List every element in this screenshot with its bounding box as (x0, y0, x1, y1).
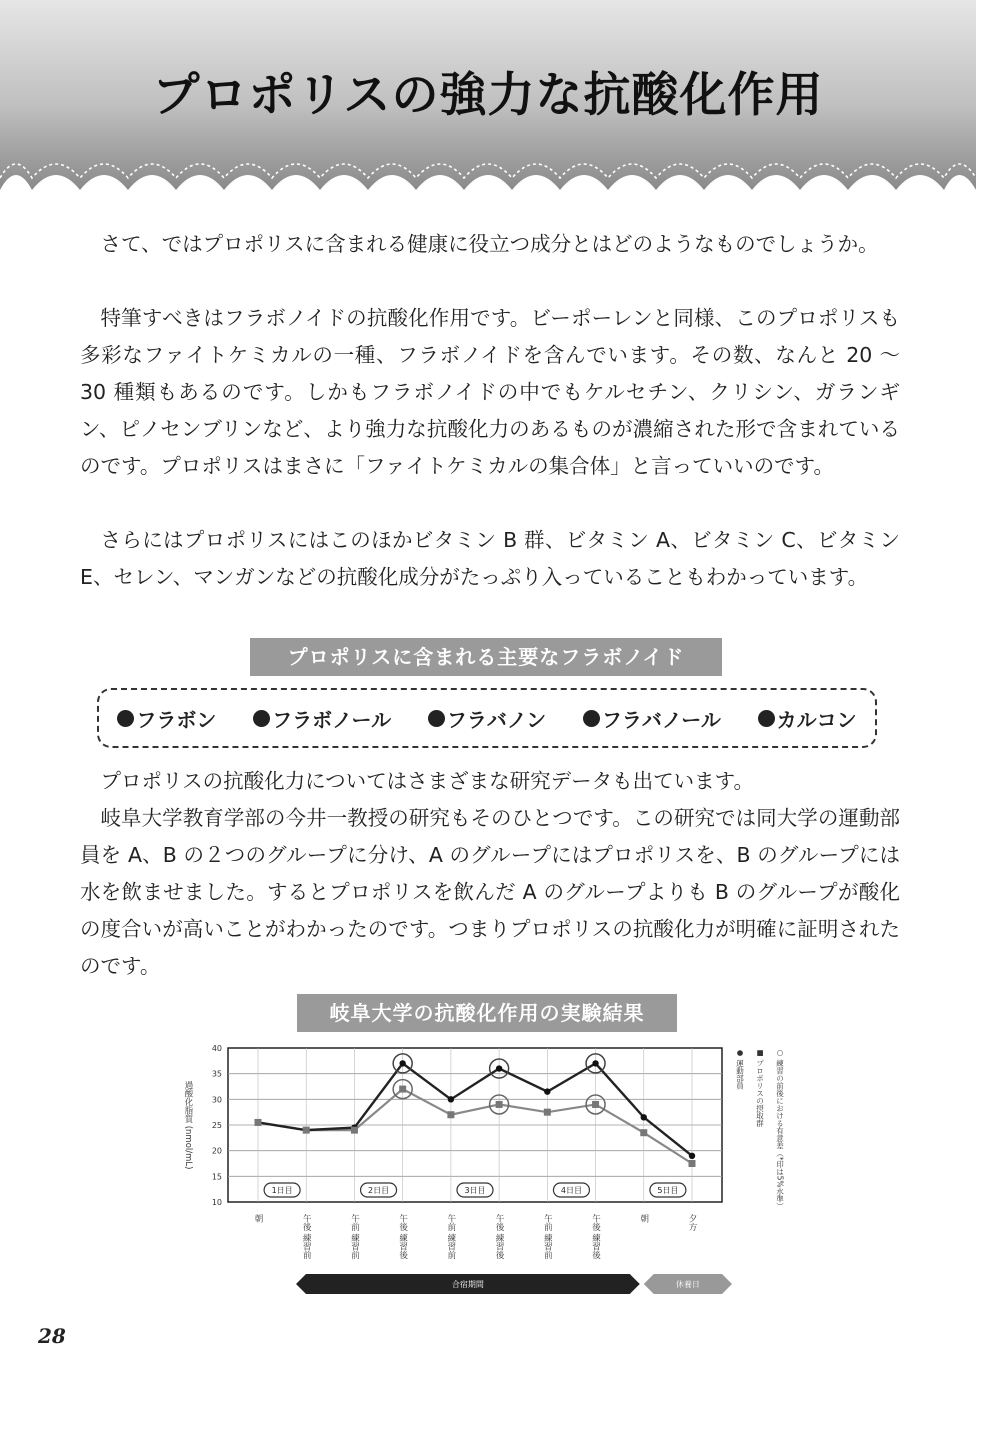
y-tick-label: 15 (211, 1172, 222, 1182)
x-tick-label: 朝 (253, 1214, 263, 1223)
paragraph-research: プロポリスの抗酸化力についてはさまざまな研究データも出ています。 (100, 769, 755, 793)
x-tick-label: 午後 練習後 (397, 1214, 408, 1260)
flavonoid-list (97, 688, 877, 748)
y-tick-label: 40 (211, 1044, 222, 1053)
x-tick-label: 夕方 (687, 1214, 697, 1231)
page-number: 28 (38, 1324, 66, 1348)
data-point-water (544, 1088, 550, 1094)
x-tick-label: 午前 練習前 (542, 1214, 553, 1260)
x-tick-label: 午前 練習前 (349, 1214, 360, 1260)
antioxidant-chart (160, 1032, 800, 1317)
paragraph-flavonoid: 特筆すべきはフラボノイドの抗酸化作用です。ビーポーレンと同様、このプロポリスも多彩なファイトケミカルの一種、フラボノイドを含んでいます。その数、なんと 20 ～ 30 種類もあるのです。しかもフラボノイドの中でもケルセチン、クリシン、ガランギン、ピノセンブリンなど、より強力な抗酸化力のあるものが濃縮された形で含まれているのです。プロポリスはまさに「ファイトケミカルの集合体」と言っていいのです。 (80, 306, 900, 478)
y-tick-label: 25 (211, 1121, 222, 1130)
data-point-water (448, 1096, 454, 1102)
flavonoid-item: フラバノン (428, 704, 546, 733)
data-point-water (399, 1060, 405, 1066)
bullet-icon (758, 710, 775, 727)
x-tick-label: 午後 練習後 (494, 1214, 505, 1260)
data-point-water (641, 1114, 647, 1120)
data-point-water (689, 1153, 695, 1159)
chart-caption: 岐阜大学の抗酸化作用の実験結果 (297, 994, 677, 1032)
data-point-propolis (255, 1119, 262, 1126)
legend-entry: ● 運動部員 (735, 1048, 745, 1090)
bullet-icon (583, 710, 600, 727)
bullet-icon (253, 710, 270, 727)
data-point-propolis (351, 1127, 358, 1134)
data-point-propolis (447, 1111, 454, 1118)
y-tick-label: 35 (211, 1069, 222, 1079)
paragraph-vitamins: さらにはプロポリスにはこのほかビタミン B 群、ビタミン A、ビタミン C、ビタミン E、セレン、マンガンなどの抗酸化成分がたっぷり入っていることもわかっています。 (80, 528, 900, 589)
y-tick-label: 20 (211, 1146, 222, 1156)
data-point-propolis (592, 1101, 599, 1108)
paragraph-gifu-study: 岐阜大学教育学部の今井一教授の研究もそのひとつです。この研究では同大学の運動部員を A、B の２つのグループに分け、A のグループにはプロポリスを、B のグループには水を飲ませました。するとプロポリスを飲んだ A のグループよりも B のグループが酸化の度合いが高いことがわかったのです。つまりプロポリスの抗酸化力が明確に証明されたのです。 (80, 806, 900, 978)
bullet-icon (428, 710, 445, 727)
x-tick-label: 午後 練習後 (590, 1214, 601, 1260)
y-tick-label: 30 (211, 1095, 222, 1105)
day-label: 4日目 (560, 1186, 582, 1195)
day-label: 2日目 (368, 1186, 390, 1195)
phase-label: 休養日 (675, 1280, 700, 1289)
page-title: プロポリスの強力な抗酸化作用 (152, 68, 824, 123)
phase-label: 合宿期間 (451, 1280, 484, 1289)
flavonoid-item: フラボン (117, 704, 216, 733)
day-label: 5日目 (657, 1186, 679, 1195)
legend-entry: ■ プロポリスの摂取群 (755, 1048, 765, 1127)
x-tick-label: 午後 練習前 (301, 1214, 312, 1260)
header-banner (0, 0, 976, 205)
flavonoid-item: フラボノール (253, 704, 391, 733)
data-point-propolis (640, 1129, 647, 1136)
data-point-propolis (544, 1109, 551, 1116)
data-point-propolis (689, 1160, 696, 1167)
x-tick-label: 午前 練習前 (445, 1214, 456, 1260)
y-axis-label: 過酸化脂質 (nmol/mL) (183, 1080, 193, 1170)
paragraph-intro: さて、ではプロポリスに含まれる健康に役立つ成分とはどのようなものでしょうか。 (100, 232, 879, 256)
flavonoid-item: カルコン (758, 704, 857, 733)
flavonoid-caption: プロポリスに含まれる主要なフラボノイド (250, 638, 722, 676)
data-point-water (592, 1060, 598, 1066)
data-point-water (496, 1065, 502, 1071)
flavonoid-item: フラバノール (583, 704, 721, 733)
day-label: 3日目 (464, 1186, 486, 1195)
y-tick-label: 10 (211, 1198, 222, 1207)
data-point-propolis (496, 1101, 503, 1108)
day-label: 1日目 (271, 1186, 293, 1195)
x-tick-label: 朝 (638, 1214, 649, 1223)
legend-entry: ○ 練習の前後における有意差（*印は5%水準） (775, 1048, 785, 1211)
data-point-propolis (399, 1086, 406, 1093)
bullet-icon (117, 710, 134, 727)
data-point-propolis (303, 1127, 310, 1134)
